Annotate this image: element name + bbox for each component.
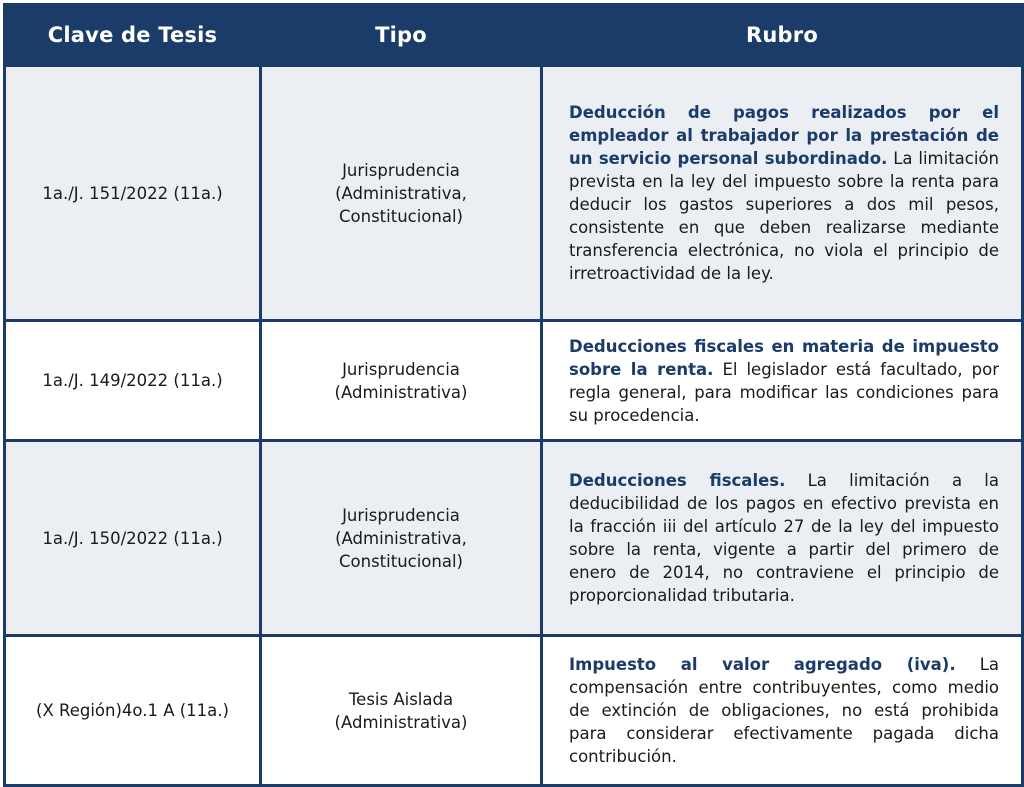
cell-tipo — [261, 441, 542, 636]
table-row — [5, 66, 1023, 321]
tipo-line: (Administrativa) — [334, 712, 468, 732]
tipo-line: Jurisprudencia — [342, 505, 460, 525]
tipo-line: (Administrativa) — [334, 382, 468, 402]
rubro-text: La limitación a la deducibilidad de los pagos en efectivo prevista en la fracción iii del artículo 27 de la ley del impuesto sobre la renta, vigente a partir del primero de enero de 2014, no contraviene el principio de proporcionalidad tributaria. — [569, 471, 999, 605]
cell-tipo — [261, 636, 542, 786]
tipo-line: Constitucional) — [339, 551, 463, 571]
cell-rubro — [542, 441, 1023, 636]
cell-tipo — [261, 66, 542, 321]
header-tipo: Tipo — [261, 5, 542, 66]
cell-clave: 1a./J. 150/2022 (11a.) — [5, 441, 261, 636]
rubro-text: La compensación entre contribuyentes, como medio de extinción de obligaciones, no está prohibida para considerar efectivamente pagada dicha contribución. — [569, 655, 999, 766]
cell-rubro — [542, 636, 1023, 786]
rubro-highlight: Deducción de pagos realizados por el empleador al trabajador por la prestación de un servicio personal subordinado. — [569, 103, 999, 168]
thesis-table — [3, 3, 1024, 787]
header-clave: Clave de Tesis — [5, 5, 261, 66]
cell-clave: 1a./J. 151/2022 (11a.) — [5, 66, 261, 321]
table-row — [5, 321, 1023, 441]
cell-tipo — [261, 321, 542, 441]
rubro-highlight: Impuesto al valor agregado (iva). — [569, 655, 956, 674]
rubro-text: La limitación prevista en la ley del impuesto sobre la renta para deducir los gastos superiores a dos mil pesos, consistente en que deben realizarse mediante transferencia electrónica, no viola el principio de irretroactividad de la ley. — [569, 149, 999, 283]
rubro-text: El legislador está facultado, por regla general, para modificar las condiciones para su procedencia. — [569, 359, 999, 425]
tipo-line: Jurisprudencia — [342, 359, 460, 379]
tipo-line: Jurisprudencia — [342, 160, 460, 180]
tipo-line: Tesis Aislada — [348, 689, 454, 709]
table-row — [5, 441, 1023, 636]
cell-clave: 1a./J. 149/2022 (11a.) — [5, 321, 261, 441]
cell-rubro — [542, 321, 1023, 441]
rubro-highlight: Deducciones fiscales. — [569, 471, 786, 490]
table-row — [5, 636, 1023, 786]
cell-clave: (X Región)4o.1 A (11a.) — [5, 636, 261, 786]
rubro-highlight: Deducciones fiscales en materia de impuesto sobre la renta. — [569, 336, 999, 379]
tipo-line: (Administrativa, — [335, 528, 467, 548]
tipo-line: Constitucional) — [339, 206, 463, 226]
cell-rubro — [542, 66, 1023, 321]
header-row — [5, 5, 1023, 66]
header-rubro: Rubro — [542, 5, 1023, 66]
tipo-line: (Administrativa, — [335, 183, 467, 203]
